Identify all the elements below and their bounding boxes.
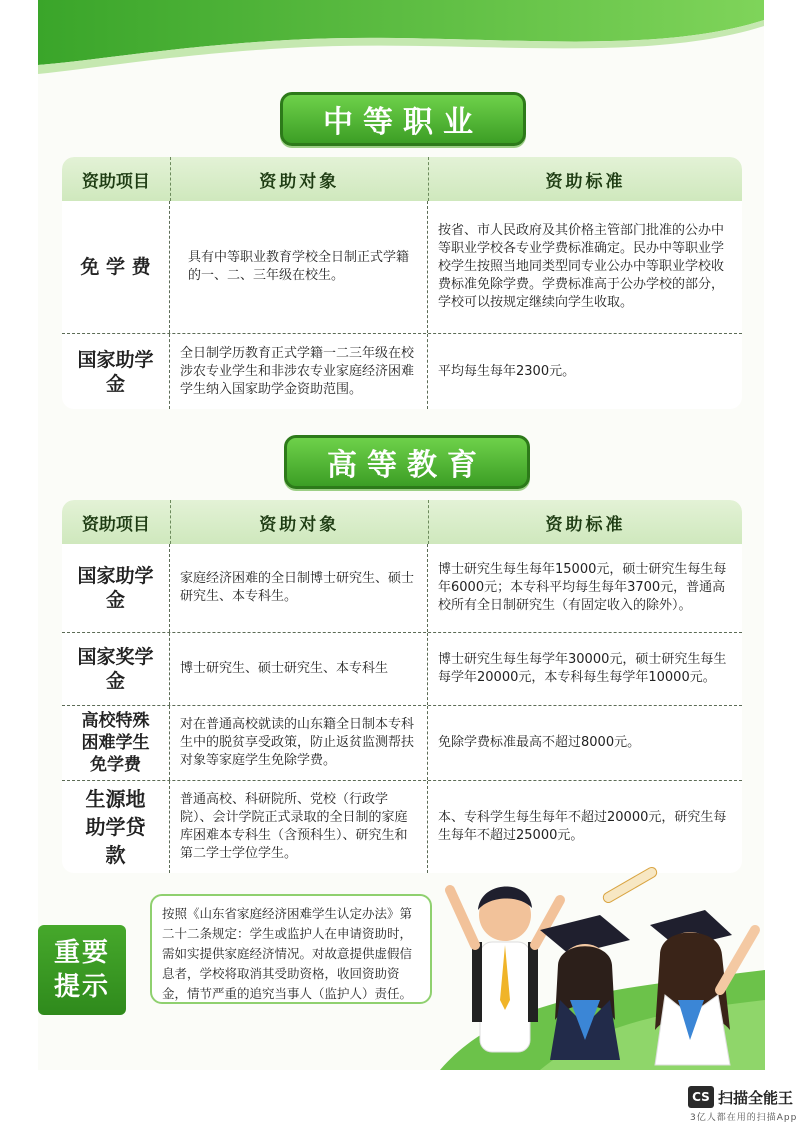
row-target: 博士研究生、硕士研究生、本专科生 <box>170 633 428 705</box>
row-item: 免 学 费 <box>62 201 170 333</box>
notice-badge-text: 重要提示 <box>53 938 110 1002</box>
row-target: 家庭经济困难的全日制博士研究生、硕士研究生、本专科生。 <box>170 544 428 632</box>
row-item: 国家助学金 <box>62 334 170 409</box>
notice-box <box>150 894 432 1004</box>
header-target: 资助对象 <box>171 157 429 201</box>
graduates-illustration <box>420 850 765 1070</box>
table-secondary-vocational <box>62 157 742 409</box>
row-target: 具有中等职业教育学校全日制正式学籍的一、二、三年级在校生。 <box>170 201 428 333</box>
top-wave-decoration <box>38 0 764 90</box>
header-item: 资助项目 <box>62 500 171 544</box>
table-row <box>62 633 742 706</box>
header-item: 资助项目 <box>62 157 171 201</box>
scanner-slogan: 3亿人都在用的扫描App <box>690 1113 798 1123</box>
row-item: 高校特殊困难学生免学费 <box>62 706 170 780</box>
section-title-secondary-vocational: 中等职业 <box>280 92 526 146</box>
table-header <box>62 500 742 544</box>
row-standard: 博士研究生每生每年15000元，硕士研究生每生每年6000元；本专科平均每生每年3700元，普通高校所有全日制研究生（有固定收入的除外）。 <box>438 562 727 613</box>
scanner-logo <box>688 1086 793 1108</box>
row-item: 国家奖学金 <box>62 633 170 705</box>
row-standard: 平均每生每年2300元。 <box>438 363 576 379</box>
row-item: 国家助学金 <box>62 544 170 632</box>
row-standard: 博士研究生每生每学年30000元，硕士研究生每生每学年20000元，本专科每生每学年10000元。 <box>438 652 727 685</box>
cs-logo-icon: CS <box>688 1086 714 1108</box>
table-row <box>62 544 742 633</box>
row-item: 生源地助学贷款 <box>62 781 170 873</box>
table-row <box>62 201 742 334</box>
scanner-app-name: 扫描全能王 <box>718 1088 794 1107</box>
row-target: 对在普通高校就读的山东籍全日制本专科生中的脱贫享受政策，防止返贫监测帮扶对象等家庭学生免除学费。 <box>170 706 428 780</box>
notice-text: 按照《山东省家庭经济困难学生认定办法》第二十二条规定：学生或监护人在申请资助时，需如实提供家庭经济情况。对故意提供虚假信息者，学校将取消其受助资格，收回资助资金，情节严重的追究当事人（监护人）责任。 <box>162 906 413 1001</box>
row-standard: 免除学费标准最高不超过8000元。 <box>438 735 641 750</box>
header-target: 资助对象 <box>171 500 429 544</box>
table-row <box>62 334 742 409</box>
header-standard: 资助标准 <box>545 514 626 535</box>
table-higher-education <box>62 500 742 873</box>
row-target: 全日制学历教育正式学籍一二三年级在校涉农专业学生和非涉农专业家庭经济困难学生纳入国家助学金资助范围。 <box>170 334 428 409</box>
table-row <box>62 706 742 781</box>
table-header <box>62 157 742 201</box>
section-title-higher-education: 高等教育 <box>284 435 530 489</box>
row-target: 普通高校、科研院所、党校（行政学院）、会计学院正式录取的全日制的家庭库困难本专科生（含预科生）、研究生和第二学士学位学生。 <box>170 781 428 873</box>
header-standard: 资助标准 <box>545 171 626 192</box>
row-standard: 本、专科学生每生每年不超过20000元，研究生每生每年不超过25000元。 <box>438 810 727 843</box>
row-standard: 按省、市人民政府及其价格主管部门批准的公办中等职业学校各专业学费标准确定。民办中等职业学校学生按照当地同类型同专业公办中等职业学校收费标准免除学费。学费标准高于公办学校的部分，学校可以按规定继续向学生收取。 <box>438 223 725 310</box>
important-notice-badge <box>38 925 126 1015</box>
